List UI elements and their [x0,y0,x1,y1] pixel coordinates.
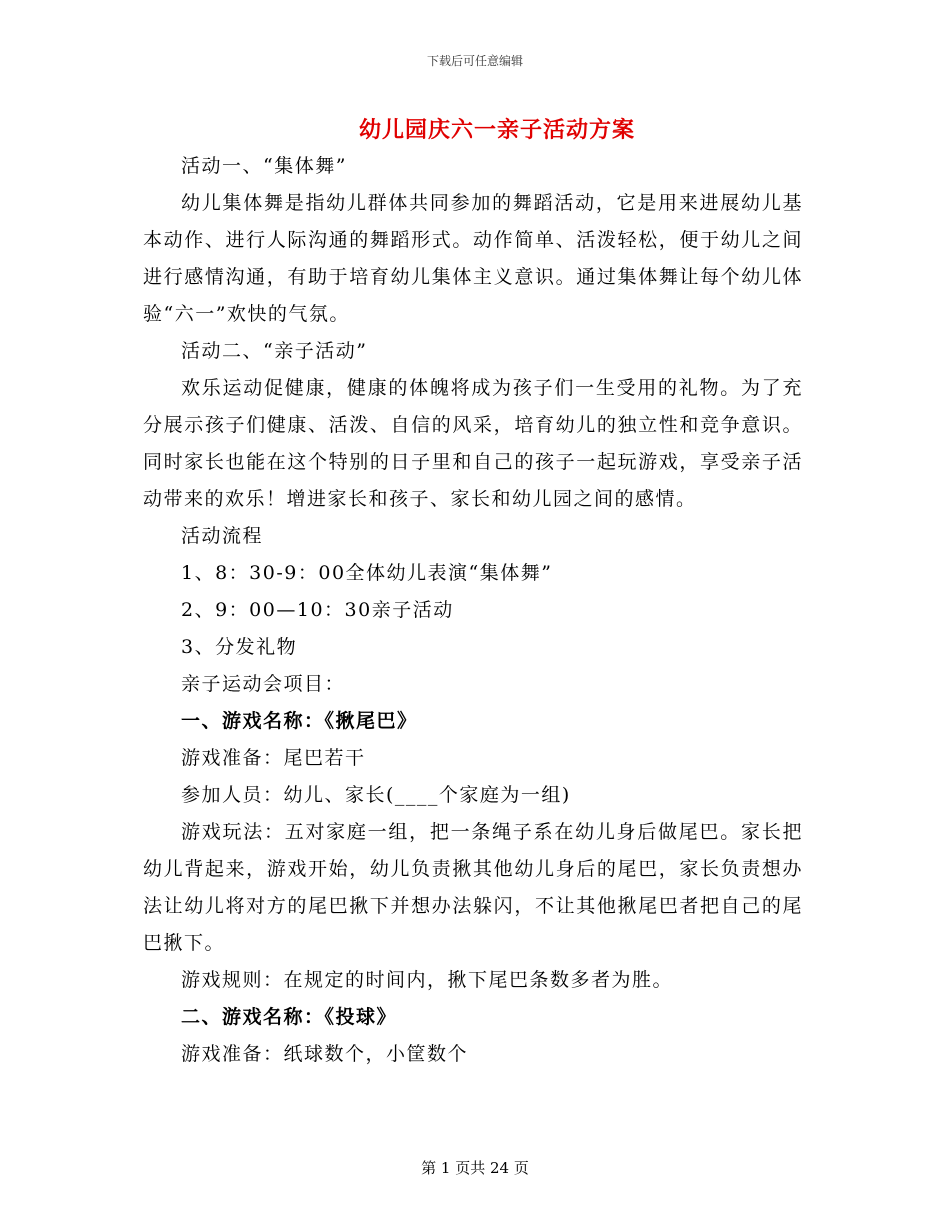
process-step-1: 1、8：30-9：00全体幼儿表演“集体舞” [181,562,553,584]
process-step-3: 3、分发礼物 [181,636,298,658]
game-two-heading: 二、游戏名称：《投球》 [181,1006,398,1028]
sports-items-heading: 亲子运动会项目： [181,673,346,695]
game-one-rules-win: 游戏规则：在规定的时间内，揪下尾巴条数多者为胜。 [181,969,674,991]
game-one-heading: 一、游戏名称：《揪尾巴》 [181,710,418,732]
activity-one-paragraph: 幼儿集体舞是指幼儿群体共同参加的舞蹈活动，它是用来进展幼儿基本动作、进行人际沟通的舞蹈形式。动作简单、活泼轻松，便于幼儿之间进行感情沟通，有助于培育幼儿集体主义意识。通过集体舞让每个幼儿体验“六一”欢快的气氛。 [143,192,803,325]
game-two-preparation: 游戏准备：纸球数个，小筐数个 [181,1043,469,1065]
document-body [143,148,803,1073]
activity-two-paragraph: 欢乐运动促健康，健康的体魄将成为孩子们一生受用的礼物。为了充分展示孩子们健康、活泼、自信的风采，培育幼儿的独立性和竞争意识。同时家长也能在这个特别的日子里和自己的孩子一起玩游戏，享受亲子活动带来的欢乐！增进家长和孩子、家长和幼儿园之间的感情。 [143,377,803,510]
page-header-note: 下载后可任意编辑 [426,54,523,68]
game-one-participants: 参加人员：幼儿、家长(____个家庭为一组) [181,784,571,806]
process-step-2: 2、9：00—10：30亲子活动 [181,599,454,621]
process-heading: 活动流程 [181,525,264,547]
game-one-rules-play: 游戏玩法：五对家庭一组，把一条绳子系在幼儿身后做尾巴。家长把幼儿背起来，游戏开始，幼儿负责揪其他幼儿身后的尾巴，家长负责想办法让幼儿将对方的尾巴揪下并想办法躲闪，不让其他揪尾巴者把自己的尾巴揪下。 [143,821,803,954]
document-title: 幼儿园庆六一亲子活动方案 [358,117,635,143]
activity-one-heading: 活动一、“集体舞” [181,155,347,177]
page-footer-number: 第 1 页共 24 页 [421,1159,529,1177]
game-one-preparation: 游戏准备：尾巴若干 [181,747,366,769]
activity-two-heading: 活动二、“亲子活动” [181,340,368,362]
